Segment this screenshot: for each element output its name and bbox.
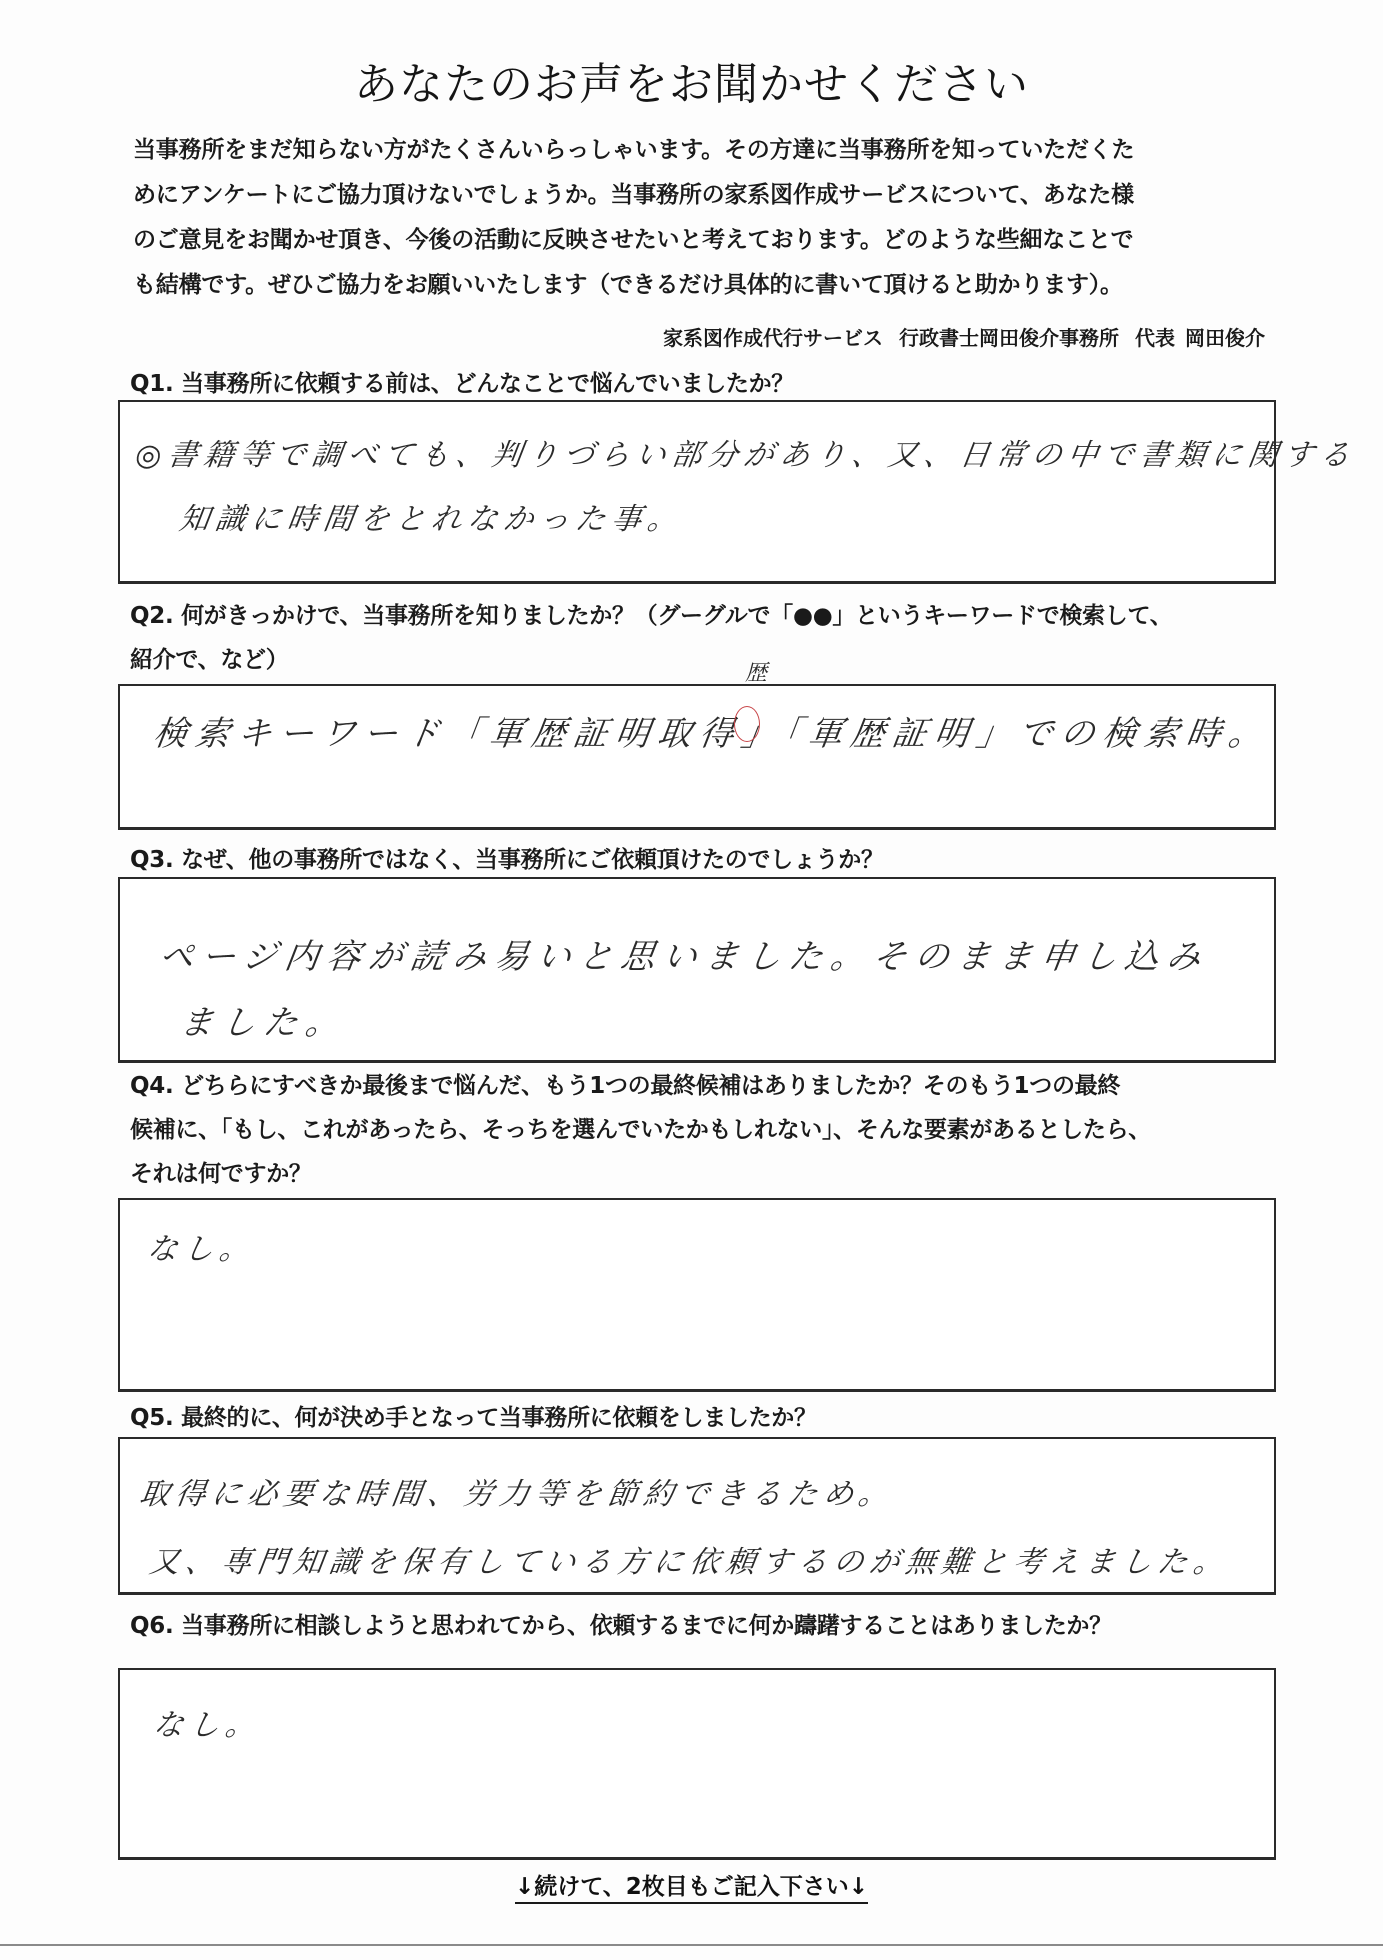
continue-note-text: ↓続けて、2枚目もご記入下さい↓ bbox=[515, 1874, 868, 1904]
signature-office: 行政書士岡田俊介事務所 bbox=[899, 326, 1119, 350]
signature-name: 岡田俊介 bbox=[1185, 326, 1265, 350]
intro-line: めにアンケートにご協力頂けないでしょうか。当事務所の家系図作成サービスについて、あなた様 bbox=[133, 182, 1134, 208]
red-correction-circle bbox=[734, 706, 760, 742]
handwritten-answer-line: ◎書籍等で調べても、判りづらい部分があり、又、日常の中で書類に関する bbox=[133, 438, 1359, 473]
handwritten-answer-line: 知識に時間をとれなかった事。 bbox=[177, 502, 686, 537]
intro-line: のご意見をお聞かせ頂き、今後の活動に反映させたいと考えております。どのような些細なことで bbox=[133, 227, 1134, 253]
handwritten-answer-line: 又、専門知識を保有している方に依頼するのが無難と考えました。 bbox=[147, 1545, 1232, 1580]
question-text: 候補に、「もし、これがあったら、そっちを選んでいたかもしれない」、そんな要素があるとしたら、 bbox=[130, 1117, 1151, 1143]
page-title: あなたのお声をお聞かせください bbox=[354, 59, 1029, 110]
handwritten-answer-line: 検索キーワード「軍歴証明取得」「軍歴証明」での検索時。 bbox=[150, 714, 1274, 754]
signature bbox=[663, 322, 1265, 351]
answer-box-q5[interactable] bbox=[118, 1437, 1276, 1595]
question-text: Q2. 何がきっかけで、当事務所を知りましたか？（グーグルで「●●」というキーワードで検索して、 bbox=[130, 603, 1173, 629]
continue-note bbox=[0, 1868, 1383, 1901]
handwritten-answer-line: 取得に必要な時間、労力等を節約できるため。 bbox=[137, 1477, 897, 1512]
question-text: Q1. 当事務所に依頼する前は、どんなことで悩んでいましたか？ bbox=[130, 371, 795, 397]
question-q4 bbox=[130, 1064, 1151, 1196]
question-q3 bbox=[130, 838, 884, 882]
signature-service: 家系図作成代行サービス bbox=[663, 326, 883, 350]
question-text: Q5. 最終的に、何が決め手となって当事務所に依頼をしましたか？ bbox=[130, 1405, 817, 1431]
correction-insert: 歴 bbox=[745, 661, 768, 686]
question-text: Q4. どちらにすべきか最後まで悩んだ、もう1つの最終候補はありましたか？そのもう1つの最終 bbox=[130, 1073, 1121, 1099]
handwritten-answer-line: ページ内容が読み易いと思いました。そのまま申し込み bbox=[156, 937, 1212, 977]
intro-paragraph bbox=[133, 128, 1273, 308]
question-q2 bbox=[130, 594, 1172, 682]
question-text: 紹介で、など） bbox=[130, 647, 289, 673]
question-text: Q6. 当事務所に相談しようと思われてから、依頼するまでに何か躊躇することはありましたか？ bbox=[130, 1613, 1112, 1639]
handwritten-answer-line: なし。 bbox=[145, 1232, 258, 1267]
question-q5 bbox=[130, 1396, 817, 1440]
answer-box-q6[interactable] bbox=[118, 1668, 1276, 1860]
signature-role: 代表 bbox=[1135, 326, 1175, 350]
answer-box-q4[interactable] bbox=[118, 1198, 1276, 1392]
intro-line: 当事務所をまだ知らない方がたくさんいらっしゃいます。その方達に当事務所を知っていただくた bbox=[133, 137, 1135, 163]
answer-box-q1[interactable] bbox=[118, 400, 1359, 584]
question-q6 bbox=[130, 1604, 1112, 1648]
question-text: それは何ですか？ bbox=[130, 1161, 312, 1187]
question-text: Q3. なぜ、他の事務所ではなく、当事務所にご依頼頂けたのでしょうか？ bbox=[130, 847, 884, 873]
handwritten-answer-line: なし。 bbox=[151, 1708, 264, 1743]
answer-box-q2[interactable] bbox=[118, 661, 1276, 830]
answer-box-q3[interactable] bbox=[118, 877, 1276, 1063]
handwritten-answer-line: ました。 bbox=[176, 1003, 351, 1043]
intro-line: も結構です。ぜひご協力をお願いいたします（できるだけ具体的に書いて頂けると助かります）。 bbox=[133, 272, 1123, 298]
page-edge-line bbox=[0, 1944, 1383, 1946]
